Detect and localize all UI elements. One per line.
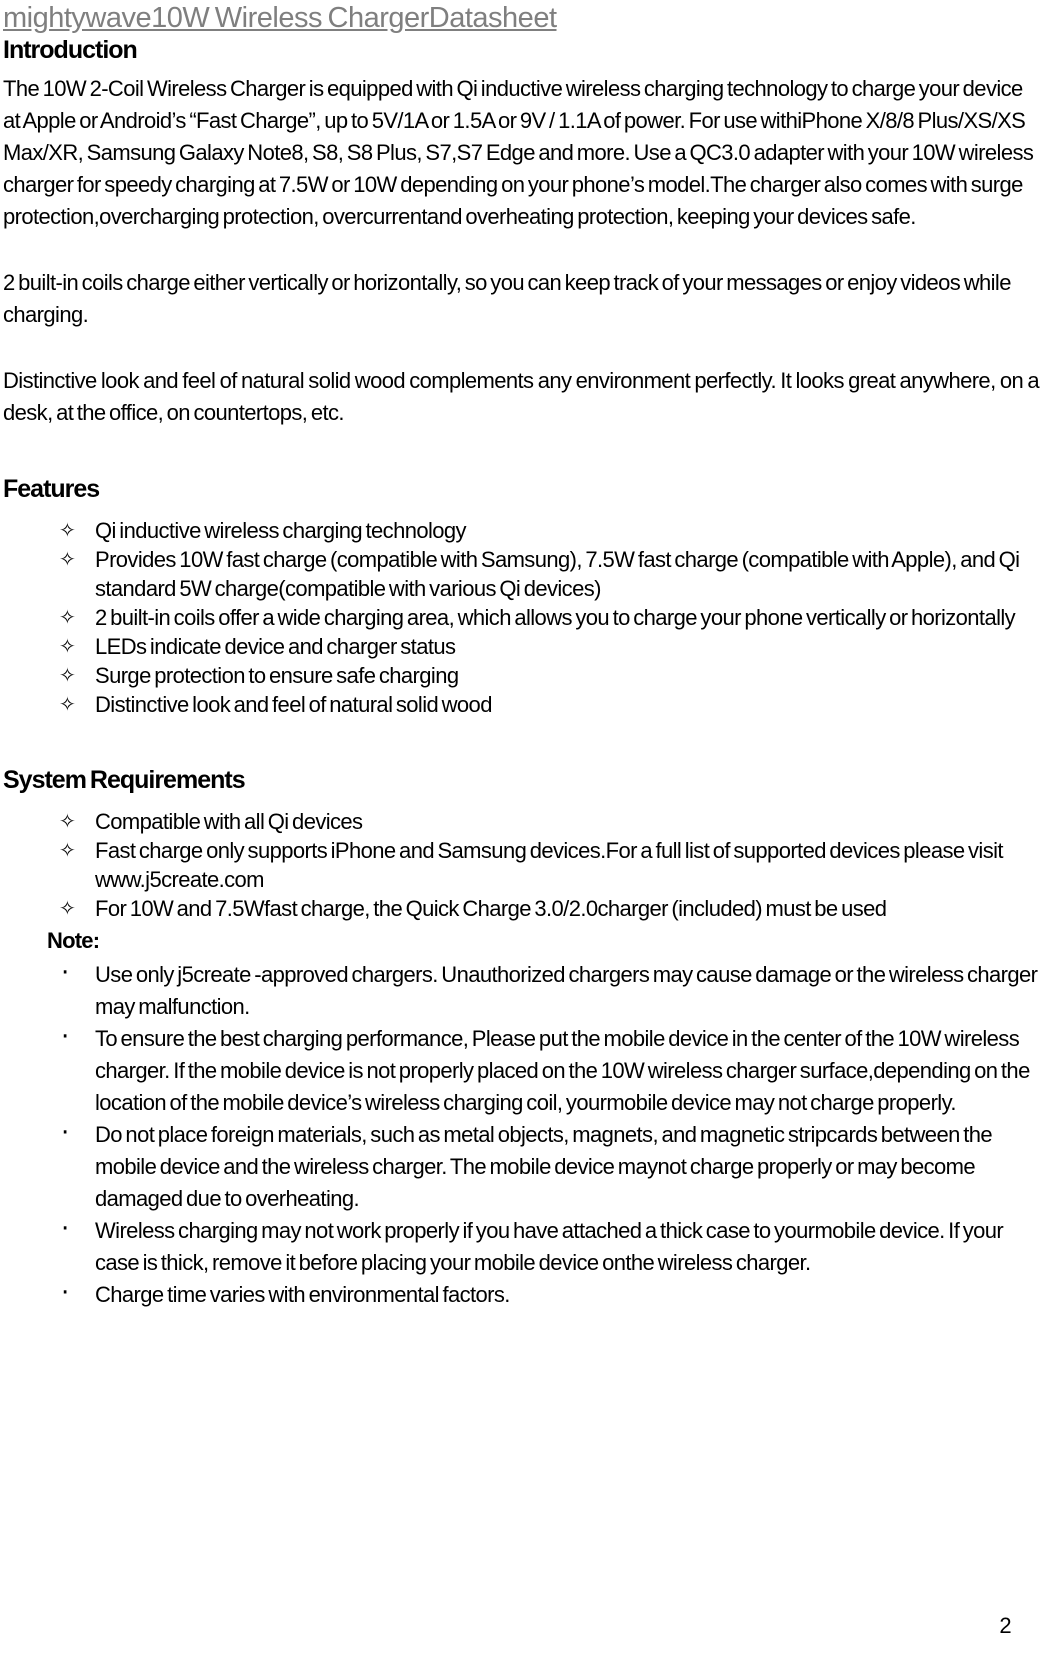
feature-item-text: 2 built-in coils offer a wide charging area, which allows you to charge your phone vertically or horizontally bbox=[95, 605, 1016, 630]
feature-item-text: Surge protection to ensure safe charging bbox=[95, 663, 459, 688]
diamond-bullet-icon: ✧ bbox=[59, 809, 76, 833]
system-requirements-list bbox=[3, 807, 1039, 923]
feature-item-text: LEDs indicate device and charger status bbox=[95, 634, 456, 659]
note-item-text: Charge time varies with environmental factors. bbox=[95, 1282, 510, 1307]
note-item-text: Do not place foreign materials, such as metal objects, magnets, and magnetic stripcards between the mobile device and the wireless charger. The mobile device maynot charge properly or may become damaged due to overheating. bbox=[95, 1122, 993, 1211]
system-requirement-item bbox=[3, 836, 1039, 894]
section-heading-system-requirements: System Requirements bbox=[3, 766, 245, 794]
document-title: mightywave10W Wireless ChargerDatasheet bbox=[3, 2, 557, 34]
note-item bbox=[3, 959, 1039, 1023]
note-list bbox=[3, 959, 1039, 1311]
feature-item-text: Provides 10W fast charge (compatible with Samsung), 7.5W fast charge (compatible with Apple), and Qi standard 5W charge(compatible with various Qi devices) bbox=[95, 547, 1020, 601]
note-item-text: Use only j5create -approved chargers. Unauthorized chargers may cause damage or the wireless charger may malfunction. bbox=[95, 962, 1038, 1019]
dot-bullet-icon: · bbox=[61, 1022, 69, 1052]
feature-item-text: Qi inductive wireless charging technology bbox=[95, 518, 466, 543]
note-item-text: To ensure the best charging performance, Please put the mobile device in the center of the 10W wireless charger. If the mobile device is not properly placed on the 10W wireless charger surface,depending on the location of the mobile device’s wireless charging coil, yourmobile device may not charge properly. bbox=[95, 1026, 1030, 1115]
feature-item bbox=[3, 603, 1039, 632]
section-heading-features: Features bbox=[3, 475, 100, 503]
feature-item-text: Distinctive look and feel of natural solid wood bbox=[95, 692, 492, 717]
dot-bullet-icon: · bbox=[61, 1214, 69, 1244]
feature-item bbox=[3, 632, 1039, 661]
note-item bbox=[3, 1119, 1039, 1215]
system-requirement-item bbox=[3, 807, 1039, 836]
features-list bbox=[3, 516, 1039, 719]
note-item-text: Wireless charging may not work properly if you have attached a thick case to yourmobile device. If your case is thick, remove it before placing your mobile device onthe wireless charger. bbox=[95, 1218, 1004, 1275]
dot-bullet-icon: · bbox=[61, 1118, 69, 1148]
diamond-bullet-icon: ✧ bbox=[59, 896, 76, 920]
note-item bbox=[3, 1023, 1039, 1119]
system-requirement-text: Fast charge only supports iPhone and Samsung devices.For a full list of supported devices please visit www.j5create.com bbox=[95, 838, 1003, 892]
feature-item bbox=[3, 661, 1039, 690]
note-label: Note: bbox=[47, 928, 100, 953]
note-item bbox=[3, 1215, 1039, 1279]
section-heading-introduction: Introduction bbox=[3, 36, 137, 64]
diamond-bullet-icon: ✧ bbox=[59, 547, 76, 571]
dot-bullet-icon: · bbox=[61, 958, 69, 988]
system-requirement-text: Compatible with all Qi devices bbox=[95, 809, 363, 834]
diamond-bullet-icon: ✧ bbox=[59, 838, 76, 862]
feature-item bbox=[3, 516, 1039, 545]
system-requirement-text: For 10W and 7.5Wfast charge, the Quick Charge 3.0/2.0charger (included) must be used bbox=[95, 896, 887, 921]
system-requirement-item bbox=[3, 894, 1039, 923]
feature-item bbox=[3, 690, 1039, 719]
diamond-bullet-icon: ✧ bbox=[59, 634, 76, 658]
diamond-bullet-icon: ✧ bbox=[59, 518, 76, 542]
intro-paragraph-3: Distinctive look and feel of natural solid wood complements any environment perfectly. It looks great anywhere, on a desk, at the office, on countertops, etc. bbox=[3, 368, 1039, 425]
diamond-bullet-icon: ✧ bbox=[59, 663, 76, 687]
intro-paragraph-2: 2 built-in coils charge either vertically or horizontally, so you can keep track of your messages or enjoy videos while charging. bbox=[3, 270, 1011, 327]
page-number: 2 bbox=[999, 1613, 1011, 1638]
intro-paragraph-1: The 10W 2-Coil Wireless Charger is equipped with Qi inductive wireless charging technology to charge your device at Apple or Android’s “Fast Charge”, up to 5V/1A or 1.5A or 9V / 1.1A of power. For use withiPhone X/8/8 Plus/XS/XS Max/XR, Samsung Galaxy Note8, S8, S8 Plus, S7,S7 Edge and more. Use a QC3.0 adapter with your 10W wireless charger for speedy charging at 7.5W or 10W depending on your phone’s model.The charger also comes with surge protection,overcharging protection, overcurrentand overheating protection, keeping your devices safe. bbox=[3, 76, 1034, 229]
dot-bullet-icon: · bbox=[61, 1278, 69, 1308]
diamond-bullet-icon: ✧ bbox=[59, 605, 76, 629]
diamond-bullet-icon: ✧ bbox=[59, 692, 76, 716]
feature-item bbox=[3, 545, 1039, 603]
note-item bbox=[3, 1279, 1039, 1311]
